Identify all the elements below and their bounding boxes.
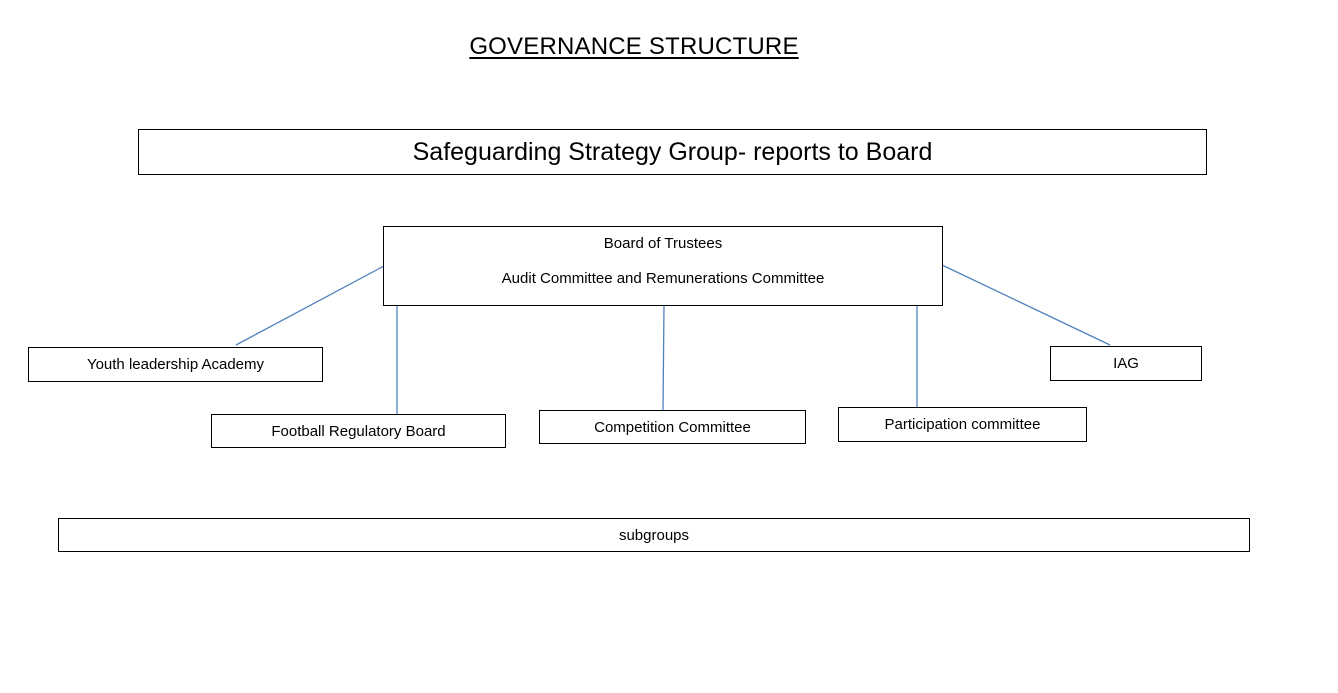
iag-label: IAG — [1113, 355, 1139, 372]
connector-competition-committee — [663, 305, 664, 410]
audit-remunerations-committee-label: Audit Committee and Remunerations Committee — [501, 270, 825, 287]
connector-youth-leadership-academy — [236, 266, 384, 345]
diagram-title: GOVERNANCE STRUCTURE — [469, 33, 799, 60]
participation-committee-label: Participation committee — [884, 416, 1041, 433]
connector-iag — [942, 265, 1110, 345]
football-regulatory-board-box — [211, 414, 506, 448]
subgroups-box — [58, 518, 1250, 552]
competition-committee-box — [539, 410, 806, 444]
safeguarding-strategy-group-label: Safeguarding Strategy Group- reports to Board — [412, 137, 933, 166]
participation-committee-box — [838, 407, 1087, 442]
competition-committee-label: Competition Committee — [594, 418, 751, 436]
iag-box — [1050, 346, 1202, 381]
board-of-trustees-label: Board of Trustees — [603, 235, 723, 252]
youth-leadership-academy-box — [28, 347, 323, 382]
safeguarding-strategy-group-box — [138, 129, 1207, 175]
board-of-trustees-box — [383, 226, 943, 306]
subgroups-label: subgroups — [618, 526, 690, 544]
youth-leadership-academy-label: Youth leadership Academy — [86, 356, 265, 373]
football-regulatory-board-label: Football Regulatory Board — [271, 422, 446, 440]
